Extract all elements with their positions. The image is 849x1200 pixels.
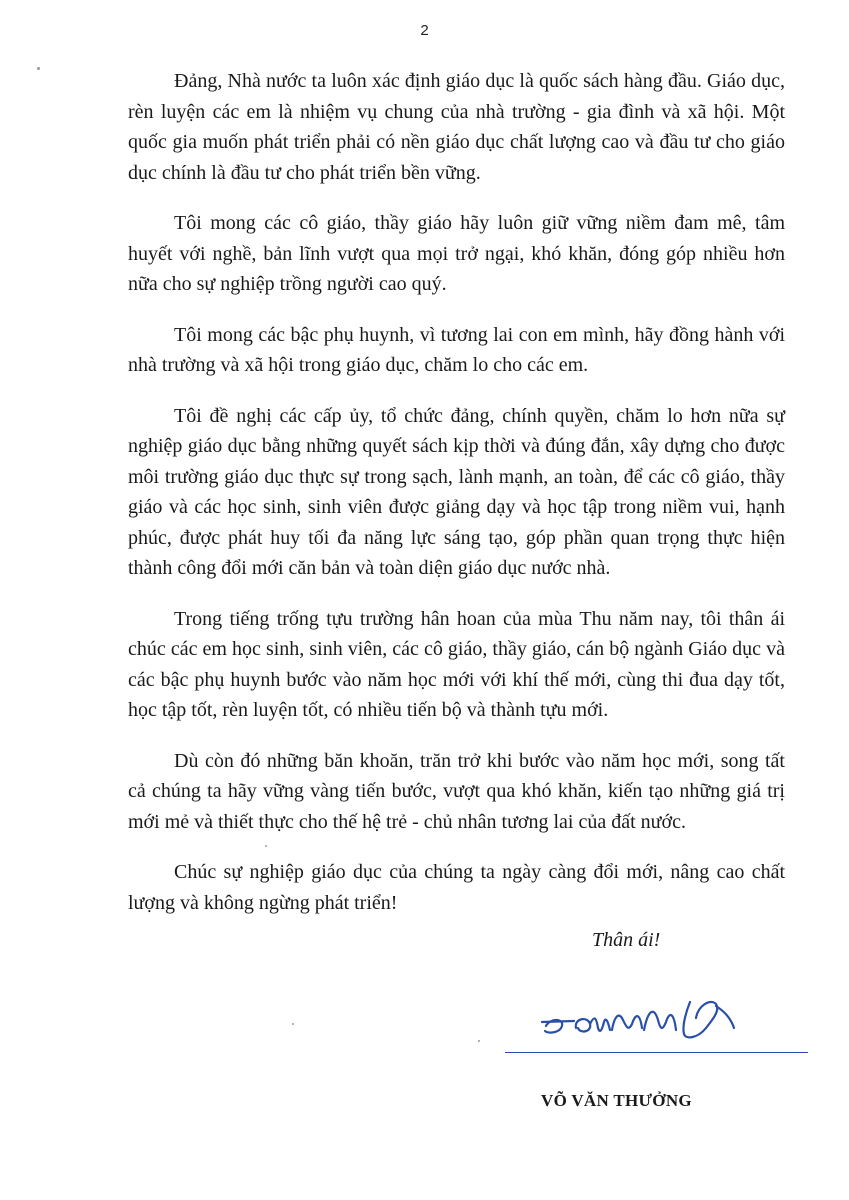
scan-speck — [478, 1040, 480, 1042]
scan-speck — [265, 845, 267, 847]
signature-graphic — [540, 988, 780, 1048]
paragraph: Dù còn đó những băn khoăn, trăn trở khi bước vào năm học mới, song tất cả chúng ta hãy vững vàng tiến bước, vượt qua khó khăn, kiến tạo những giá trị mới mẻ và thiết thực cho thế hệ trẻ - chủ nhân tương lai của đất nước. — [128, 749, 785, 833]
scan-speck — [292, 1023, 294, 1025]
signature-underline — [505, 1052, 808, 1053]
letter-body — [128, 66, 785, 938]
paragraph: Tôi mong các cô giáo, thầy giáo hãy luôn giữ vững niềm đam mê, tâm huyết với nghề, bản lĩnh vượt qua mọi trở ngại, khó khăn, đóng góp nhiều hơn nữa cho sự nghiệp trồng người cao quý. — [128, 212, 785, 295]
signer-name: VÕ VĂN THƯỞNG — [541, 1091, 692, 1110]
paragraph: Tôi mong các bậc phụ huynh, vì tương lai con em mình, hãy đồng hành với nhà trường và xã hội trong giáo dục, chăm lo cho các em. — [128, 323, 785, 376]
paragraph: Tôi đề nghị các cấp ủy, tổ chức đảng, chính quyền, chăm lo hơn nữa sự nghiệp giáo dục bằng những quyết sách kịp thời và đúng đắn, xây dựng cho được môi trường giáo dục thực sự trong sạch, lành mạnh, an toàn, để các cô giáo, thầy giáo và các học sinh, sinh viên được giảng dạy và học tập trong niềm vui, hạnh phúc, được phát huy tối đa năng lực sáng tạo, góp phần quan trọng thực hiện thành công đổi mới căn bản và toàn diện giáo dục nước nhà. — [128, 404, 785, 579]
scan-speck — [37, 67, 40, 70]
paragraph: Đảng, Nhà nước ta luôn xác định giáo dục là quốc sách hàng đầu. Giáo dục, rèn luyện các em là nhiệm vụ chung của nhà trường - gia đình và xã hội. Một quốc gia muốn phát triển phải có nền giáo dục chất lượng cao và đầu tư cho giáo dục chính là đầu tư cho phát triển bền vững. — [128, 70, 785, 184]
paragraph: Chúc sự nghiệp giáo dục của chúng ta ngày càng đổi mới, nâng cao chất lượng và không ngừng phát triển! — [128, 861, 785, 914]
paragraph: Trong tiếng trống tựu trường hân hoan của mùa Thu năm nay, tôi thân ái chúc các em học sinh, sinh viên, các cô giáo, thầy giáo, cán bộ ngành Giáo dục và các bậc phụ huynh bước vào năm học mới với khí thế mới, cùng thi đua dạy tốt, học tập tốt, rèn luyện tốt, có nhiều tiến bộ và thành tựu mới. — [128, 607, 785, 721]
page-number: 2 — [420, 22, 429, 39]
closing-salutation: Thân ái! — [592, 929, 661, 951]
handwritten-signature — [540, 988, 780, 1053]
